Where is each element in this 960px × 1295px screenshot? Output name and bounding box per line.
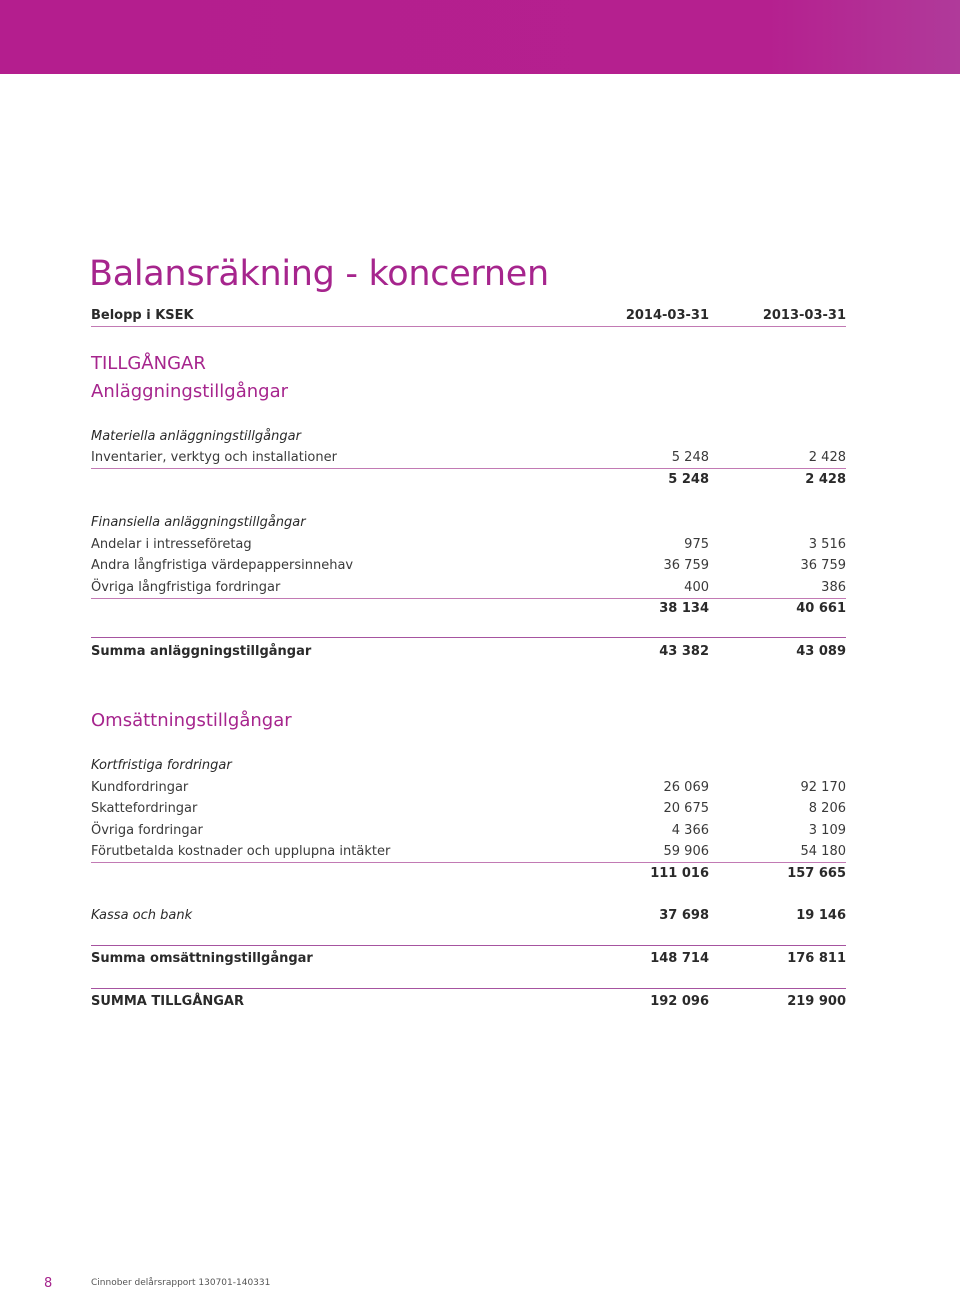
row-value-2014: 192 096 — [650, 994, 709, 1009]
group-heading-materiella — [91, 427, 846, 447]
section-assets: TILLGÅNGAR — [91, 353, 206, 374]
subtotal-value-2014: 5 248 — [668, 472, 709, 487]
row-label: Skattefordringar — [91, 801, 198, 816]
total-row-fixed-assets — [91, 642, 846, 662]
group-heading-label: Materiella anläggningstillgångar — [91, 429, 301, 444]
group-heading-finansiella — [91, 513, 846, 533]
row-value-2014: 20 675 — [663, 801, 709, 816]
row-value-2013: 8 206 — [808, 801, 846, 816]
row-label: Andelar i intresseföretag — [91, 537, 252, 552]
row-value-2014: 26 069 — [663, 780, 709, 795]
row-value-2013: 43 089 — [796, 644, 846, 659]
row-label: Summa omsättningstillgångar — [91, 951, 313, 966]
table-header — [91, 306, 846, 327]
total-row-current-assets — [91, 949, 846, 969]
subtotal-row — [91, 599, 846, 619]
group-heading-label: Kortfristiga fordringar — [91, 758, 232, 773]
row-value-2013: 3 516 — [808, 537, 846, 552]
row-label: Övriga fordringar — [91, 823, 203, 838]
divider — [91, 945, 846, 946]
row-value-2013: 3 109 — [808, 823, 846, 838]
row-label: Förutbetalda kostnader och upplupna intäkter — [91, 844, 391, 859]
row-value-2014: 975 — [684, 537, 709, 552]
section-fixed-assets: Anläggningstillgångar — [91, 381, 289, 402]
table-row-cash — [91, 906, 846, 926]
header-label: Belopp i KSEK — [91, 308, 194, 323]
row-value-2013: 386 — [821, 580, 846, 595]
row-value-2014: 36 759 — [663, 558, 709, 573]
divider — [91, 637, 846, 638]
row-value-2013: 219 900 — [787, 994, 846, 1009]
page-title: Balansräkning - koncernen — [89, 254, 549, 294]
subtotal-value-2013: 157 665 — [787, 866, 846, 881]
row-label: Övriga långfristiga fordringar — [91, 580, 281, 595]
row-label: Andra långfristiga värdepappersinnehav — [91, 558, 354, 573]
header-col1: 2014-03-31 — [625, 308, 709, 323]
row-label: Summa anläggningstillgångar — [91, 644, 312, 659]
table-row — [91, 448, 846, 469]
row-label: SUMMA TILLGÅNGAR — [91, 994, 245, 1009]
subtotal-value-2013: 40 661 — [796, 601, 846, 616]
subtotal-value-2014: 38 134 — [659, 601, 709, 616]
table-row — [91, 821, 846, 841]
row-value-2013: 2 428 — [808, 450, 846, 465]
table-row — [91, 799, 846, 819]
table-row — [91, 778, 846, 798]
row-label: Kassa och bank — [91, 908, 193, 923]
group-heading-kortfristiga — [91, 756, 846, 776]
table-row — [91, 535, 846, 555]
row-value-2014: 148 714 — [650, 951, 709, 966]
row-label: Inventarier, verktyg och installationer — [91, 450, 337, 465]
divider — [91, 988, 846, 989]
row-value-2013: 19 146 — [796, 908, 846, 923]
row-value-2014: 400 — [684, 580, 709, 595]
group-heading-label: Finansiella anläggningstillgångar — [91, 515, 306, 530]
row-value-2014: 43 382 — [659, 644, 709, 659]
row-value-2013: 176 811 — [787, 951, 846, 966]
row-value-2013: 92 170 — [800, 780, 846, 795]
subtotal-row — [91, 470, 846, 490]
row-value-2014: 4 366 — [671, 823, 709, 838]
section-current-assets: Omsättningstillgångar — [91, 710, 292, 731]
row-value-2013: 54 180 — [800, 844, 846, 859]
page-number: 8 — [44, 1276, 53, 1291]
subtotal-value-2014: 111 016 — [650, 866, 709, 881]
row-value-2014: 5 248 — [671, 450, 709, 465]
subtotal-value-2013: 2 428 — [805, 472, 846, 487]
table-row — [91, 578, 846, 599]
table-row — [91, 556, 846, 576]
row-value-2013: 36 759 — [800, 558, 846, 573]
table-row — [91, 842, 846, 863]
row-value-2014: 59 906 — [663, 844, 709, 859]
header-col2: 2013-03-31 — [762, 308, 846, 323]
row-value-2014: 37 698 — [659, 908, 709, 923]
footer-text: Cinnober delårsrapport 130701-140331 — [91, 1278, 271, 1288]
subtotal-row — [91, 864, 846, 884]
row-label: Kundfordringar — [91, 780, 189, 795]
top-color-band — [0, 0, 960, 74]
total-row-assets — [91, 992, 846, 1012]
